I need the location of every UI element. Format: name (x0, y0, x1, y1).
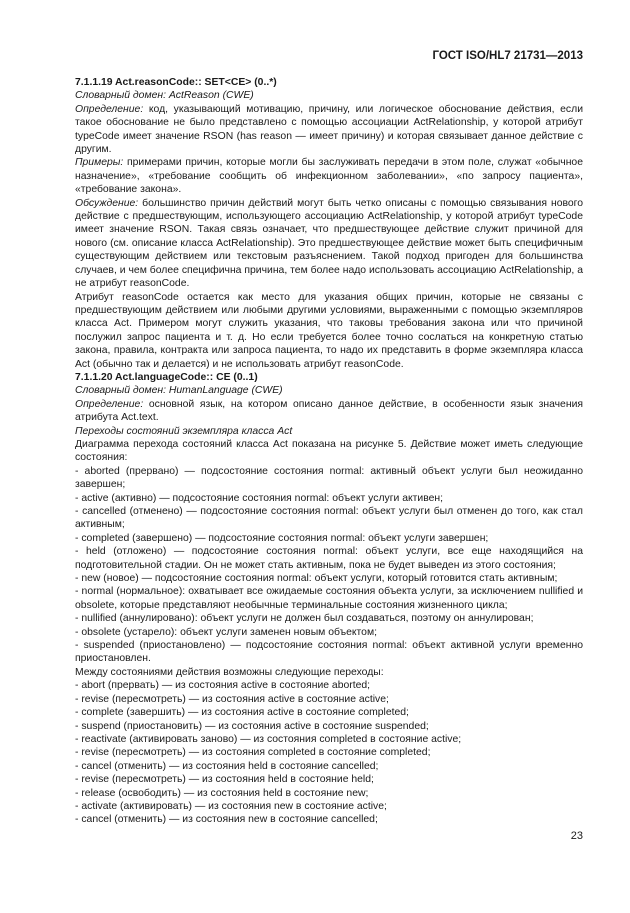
section-heading-language-code: 7.1.1.20 Act.languageCode:: CE (0..1) (75, 371, 258, 383)
transition-item: - revise (пересмотреть) — из состояния held в состояние held; (75, 774, 374, 786)
definition-label: Определение: (75, 398, 144, 410)
vocab-domain-label: Словарный домен: (75, 90, 166, 102)
definition-reason (75, 103, 583, 157)
transition-item: - revise (пересмотреть) — из состояния active в состояние active; (75, 693, 389, 705)
definition-label: Определение: (75, 103, 144, 115)
transition-item: - reactivate (активировать заново) — из состояния completed в состояние active; (75, 733, 462, 745)
state-item: - held (отложено) — подсостояние состояния normal: объект услуги, все еще находящийся на подготовительной стадии. Он не может стать активным, пока не будет выведен из этого состояния; (75, 546, 583, 571)
state-item: - aborted (прервано) — подсостояние состояния normal: активный объект услуги был неожиданно завершен; (75, 465, 583, 491)
state-item: - obsolete (устарело): объект услуги заменен новым объектом; (75, 626, 377, 638)
discussion-text: большинство причин действий могут быть четко описаны с помощью связывания нового действие с предшествующим, использующего ассоциацию ActRelationship, у которой атрибут typeCode имеет значение RSON. Такая связь означает, что предшествующее действие служит причиной для нового (см. описание класса ActRelationship). Это предшествующее действие может быть специфичным существующим действием или текстовым разъяснением. Такой подход пригоден для большинства случаев, и чем более специфична причина, тем более надо использовать ассоциацию ActRelationship, а не атрибут reasonCode. (75, 197, 583, 290)
state-diagram-intro: Диаграмма перехода состояний класса Act показана на рисунке 5. Действие может иметь следующие состояния: (75, 438, 583, 464)
examples-text: примерами причин, которые могли бы заслуживать передачи в этом поле, служат «обычное назначение», «требование сообщить об инфекционном заболевании», «по запросу пациента», «требование закона». (75, 157, 583, 196)
transition-item: - abort (прервать) — из состояния active в состояние aborted; (75, 680, 371, 692)
transition-item: - activate (активировать) — из состояния new в состояние active; (75, 800, 387, 812)
document-code-header: ГОСТ ISO/HL7 21731—2013 (432, 50, 583, 62)
state-item: - cancelled (отменено) — подсостояние состояния normal: объект услуги был отменен до того, как стал активным; (75, 506, 583, 531)
vocab-domain-value: HumanLanguage (CWE) (165, 385, 283, 397)
definition-text: код, указывающий мотивацию, причину, или логическое обоснование действия, если такое обоснование не было представлено с помощью ассоциации ActRelationship, у которой атрибут typeCode имеет значение RSON (has reason — имеет причину) и которая связывает данное действие с другим. (75, 103, 583, 156)
section-heading-reason-code: 7.1.1.19 Act.reasonCode:: SET<CE> (0..*) (75, 77, 277, 88)
transitions-intro: Между состояниями действия возможны следующие переходы: (75, 666, 384, 678)
discussion-label: Обсуждение: (75, 197, 139, 209)
page-body (75, 76, 583, 827)
examples-reason (75, 156, 583, 196)
examples-label: Примеры: (75, 157, 124, 169)
state-item: - normal (нормальное): охватывает все ожидаемые состояния объекта услуги, за исключением nullified и obsolete, которые представляют необычные терминальные состояния жизненного цикла; (75, 586, 583, 611)
state-item: - new (новое) — подсостояние состояния normal: объект услуги, который готовится стать активным; (75, 573, 558, 585)
vocab-domain-label: Словарный домен: (75, 385, 166, 397)
state-transitions-subheading: Переходы состояний экземпляра класса Act (75, 425, 293, 437)
transition-item: - cancel (отменить) — из состояния new в состояние cancelled; (75, 814, 378, 826)
discussion-reason (75, 197, 583, 291)
state-item: - nullified (аннулировано): объект услуги не должен был создаваться, поэтому он аннулирован; (75, 613, 534, 625)
state-item: - active (активно) — подсостояние состояния normal: объект услуги активен; (75, 492, 443, 504)
vocab-domain-reason (75, 89, 583, 102)
vocab-domain-language (75, 384, 583, 397)
vocab-domain-value: ActReason (CWE) (165, 90, 254, 102)
state-item: - suspended (приостановлено) — подсостояние состояния normal: объект активной услуги временно приостановлен. (75, 640, 583, 665)
transition-item: - cancel (отменить) — из состояния held в состояние cancelled; (75, 760, 379, 772)
transition-item: - revise (пересмотреть) — из состояния completed в состояние completed; (75, 747, 431, 759)
transition-item: - suspend (приостановить) — из состояния active в состояние suspended; (75, 720, 429, 732)
definition-language (75, 398, 583, 425)
state-item: - completed (завершено) — подсостояние состояния normal: объект услуги завершен; (75, 532, 489, 544)
page-number: 23 (570, 830, 583, 842)
transition-item: - release (освободить) — из состояния held в состояние new; (75, 787, 369, 799)
definition-text: основной язык, на котором описано данное действие, в особенности язык значения атрибута Act.text. (75, 398, 583, 424)
reason-code-paragraph: Атрибут reasonCode остается как место для указания общих причин, которые не связаны с предшествующим действием или любыми другими условиями, выраженными с помощью экземпляров класса Act. Примером могут служить указания, что таковы требования закона или что причиной послужил запрос пациента и т. д. Но если требуется более точно сослаться на конкретную статью закона, правила, контракта или запроса пациента, то надо их представить в форме экземпляра класса Act (обычно так и делается) и не использовать атрибут reasonCode. (75, 291, 583, 370)
transition-item: - complete (завершить) — из состояния active в состояние completed; (75, 707, 409, 719)
